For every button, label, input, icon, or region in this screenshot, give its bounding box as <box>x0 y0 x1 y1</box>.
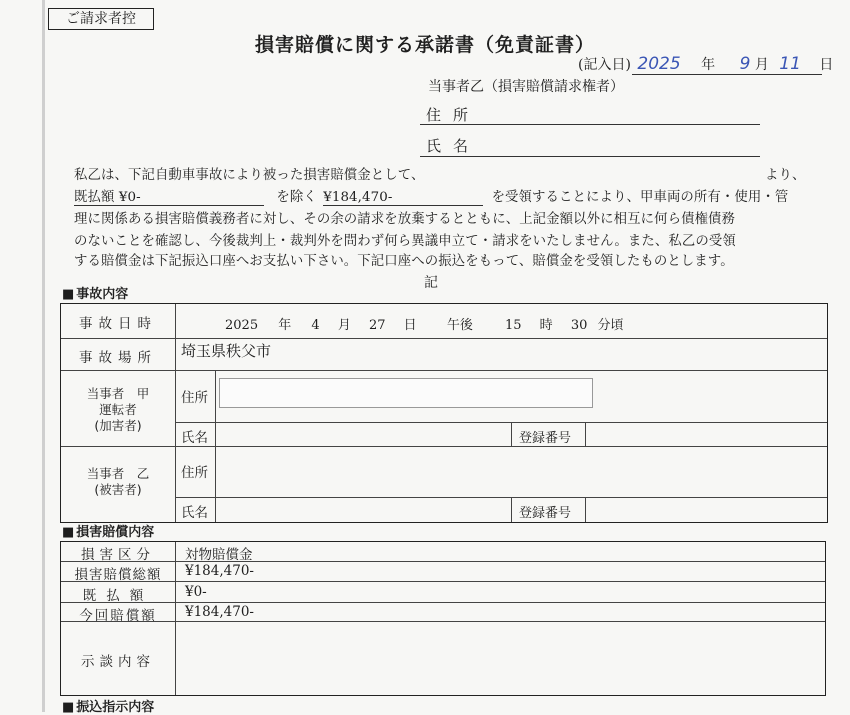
damage-current-label: 今回賠償額 <box>79 608 157 624</box>
date-year: 2025 <box>637 54 681 74</box>
party-a-address-input[interactable] <box>219 378 593 408</box>
party-b-heading: 当事者乙（損害賠償請求権者） <box>428 79 624 95</box>
accident-place-value: 埼玉県秩父市 <box>181 342 272 360</box>
damages-row-line-1 <box>61 561 825 562</box>
accident-section-title: ■ 事故内容 <box>62 283 128 302</box>
copy-label-box: ご請求者控 <box>48 8 154 30</box>
excluding-text: を除く <box>276 190 317 205</box>
party-b-address-line[interactable] <box>420 124 760 125</box>
damage-type-value: 対物賠償金 <box>185 547 253 563</box>
damages-table <box>60 541 826 696</box>
accident-day-unit: 日 <box>403 318 417 333</box>
settlement-amount: ¥184,470- <box>323 190 483 206</box>
paid-field <box>74 186 264 206</box>
accident-hour-unit: 時 <box>539 318 553 333</box>
date-month: 9 <box>739 54 751 74</box>
accident-row-line-1 <box>61 338 827 339</box>
accident-minute-unit: 分頃 <box>597 318 624 333</box>
statement-line-4: のないことを確認し、今後裁判上・裁判外を問わず何ら異議申立て・請求をいたしません。また、私乙の受領 <box>74 234 736 249</box>
party-a-label-1: 当事者 甲 <box>86 386 150 401</box>
accident-year-unit: 年 <box>278 318 292 333</box>
party-b-label-1: 当事者 乙 <box>86 466 150 481</box>
damage-paid-value: ¥0- <box>185 584 207 600</box>
party-a-name-label: 氏名 <box>181 430 208 446</box>
damage-total-value: ¥184,470- <box>185 563 254 579</box>
party-b-name-label-table: 氏名 <box>181 505 208 521</box>
accident-row-line-5 <box>175 497 827 498</box>
party-b-address-label: 住所 <box>426 106 481 124</box>
accident-label-divider <box>175 304 176 522</box>
ki-mark: 記 <box>424 275 438 291</box>
accident-month: 4 <box>311 318 320 333</box>
statement-line-2 <box>74 186 788 206</box>
date-underline <box>632 74 822 75</box>
damages-row-line-4 <box>61 621 825 622</box>
party-b-name-line[interactable] <box>420 156 760 157</box>
accident-hour: 15 <box>504 318 522 333</box>
date-year-unit: 年 <box>701 57 716 73</box>
damage-paid-label: 既払額 <box>82 588 154 604</box>
damages-label-divider <box>175 542 176 695</box>
accident-row-line-3 <box>175 422 827 423</box>
party-a-reg-label: 登録番号 <box>519 431 572 446</box>
damage-total-label: 損害賠償総額 <box>74 567 162 583</box>
statement-line-1b: より、 <box>765 168 806 183</box>
accident-date-value <box>225 314 624 333</box>
accident-ampm: 午後 <box>446 318 473 333</box>
damages-row-line-3 <box>61 602 825 603</box>
reg-divider-b-right <box>585 497 586 522</box>
accident-place-label: 事故場所 <box>79 350 157 366</box>
statement-line-1a: 私乙は、下記自動車事故により被った損害賠償金として、 <box>74 168 425 183</box>
accident-sub-divider <box>215 370 216 522</box>
party-a-label-3: (加害者) <box>94 418 142 433</box>
accident-day: 27 <box>368 318 386 333</box>
damage-current-value: ¥184,470- <box>185 604 254 620</box>
damages-section-title: ■ 損害賠償内容 <box>62 521 154 540</box>
transfer-section-title: ■ 振込指示内容 <box>62 696 154 715</box>
date-prefix: (記入日) <box>578 57 631 73</box>
damages-row-line-2 <box>61 581 825 582</box>
accident-table <box>60 303 828 523</box>
statement-line-2-suffix: を受領することにより、甲車両の所有・使用・管 <box>491 190 789 205</box>
accident-month-unit: 月 <box>337 318 351 333</box>
party-b-reg-label: 登録番号 <box>519 506 572 521</box>
damage-type-label: 損害区分 <box>81 547 155 563</box>
date-month-unit: 月 <box>754 57 769 73</box>
party-a-label-2: 運転者 <box>99 402 137 417</box>
paid-amount: ¥0- <box>118 190 141 205</box>
reg-divider-a-left <box>511 422 512 446</box>
accident-row-line-4 <box>61 446 827 447</box>
paid-prefix: 既払額 <box>74 190 115 205</box>
scan-edge <box>42 0 45 712</box>
document-title: 損害賠償に関する承諾書（免責証書） <box>254 34 595 56</box>
settlement-details-label: 示談内容 <box>81 654 155 670</box>
statement-line-3: 理に関係ある損害賠償義務者に対し、その余の請求を放棄するとともに、上記金額以外に相互に何ら債権債務 <box>74 212 736 227</box>
date-day: 11 <box>779 54 801 74</box>
party-b-name-label: 氏名 <box>426 137 481 155</box>
accident-year: 2025 <box>225 318 259 333</box>
party-b-address-label-table: 住所 <box>181 465 208 481</box>
accident-date-label: 事故日時 <box>79 316 157 332</box>
accident-minute: 30 <box>570 318 588 333</box>
accident-row-line-2 <box>61 370 827 371</box>
statement-line-5: する賠償金は下記振込口座へお支払い下さい。下記口座への振込をもって、賠償金を受領したものとします。 <box>74 254 734 269</box>
statement-line-1 <box>74 164 425 183</box>
party-a-address-label: 住所 <box>181 390 208 406</box>
reg-divider-a-right <box>585 422 586 446</box>
date-day-unit: 日 <box>819 57 834 73</box>
entry-date <box>578 54 833 74</box>
reg-divider-b-left <box>511 497 512 522</box>
party-b-label-2: (被害者) <box>94 482 142 497</box>
